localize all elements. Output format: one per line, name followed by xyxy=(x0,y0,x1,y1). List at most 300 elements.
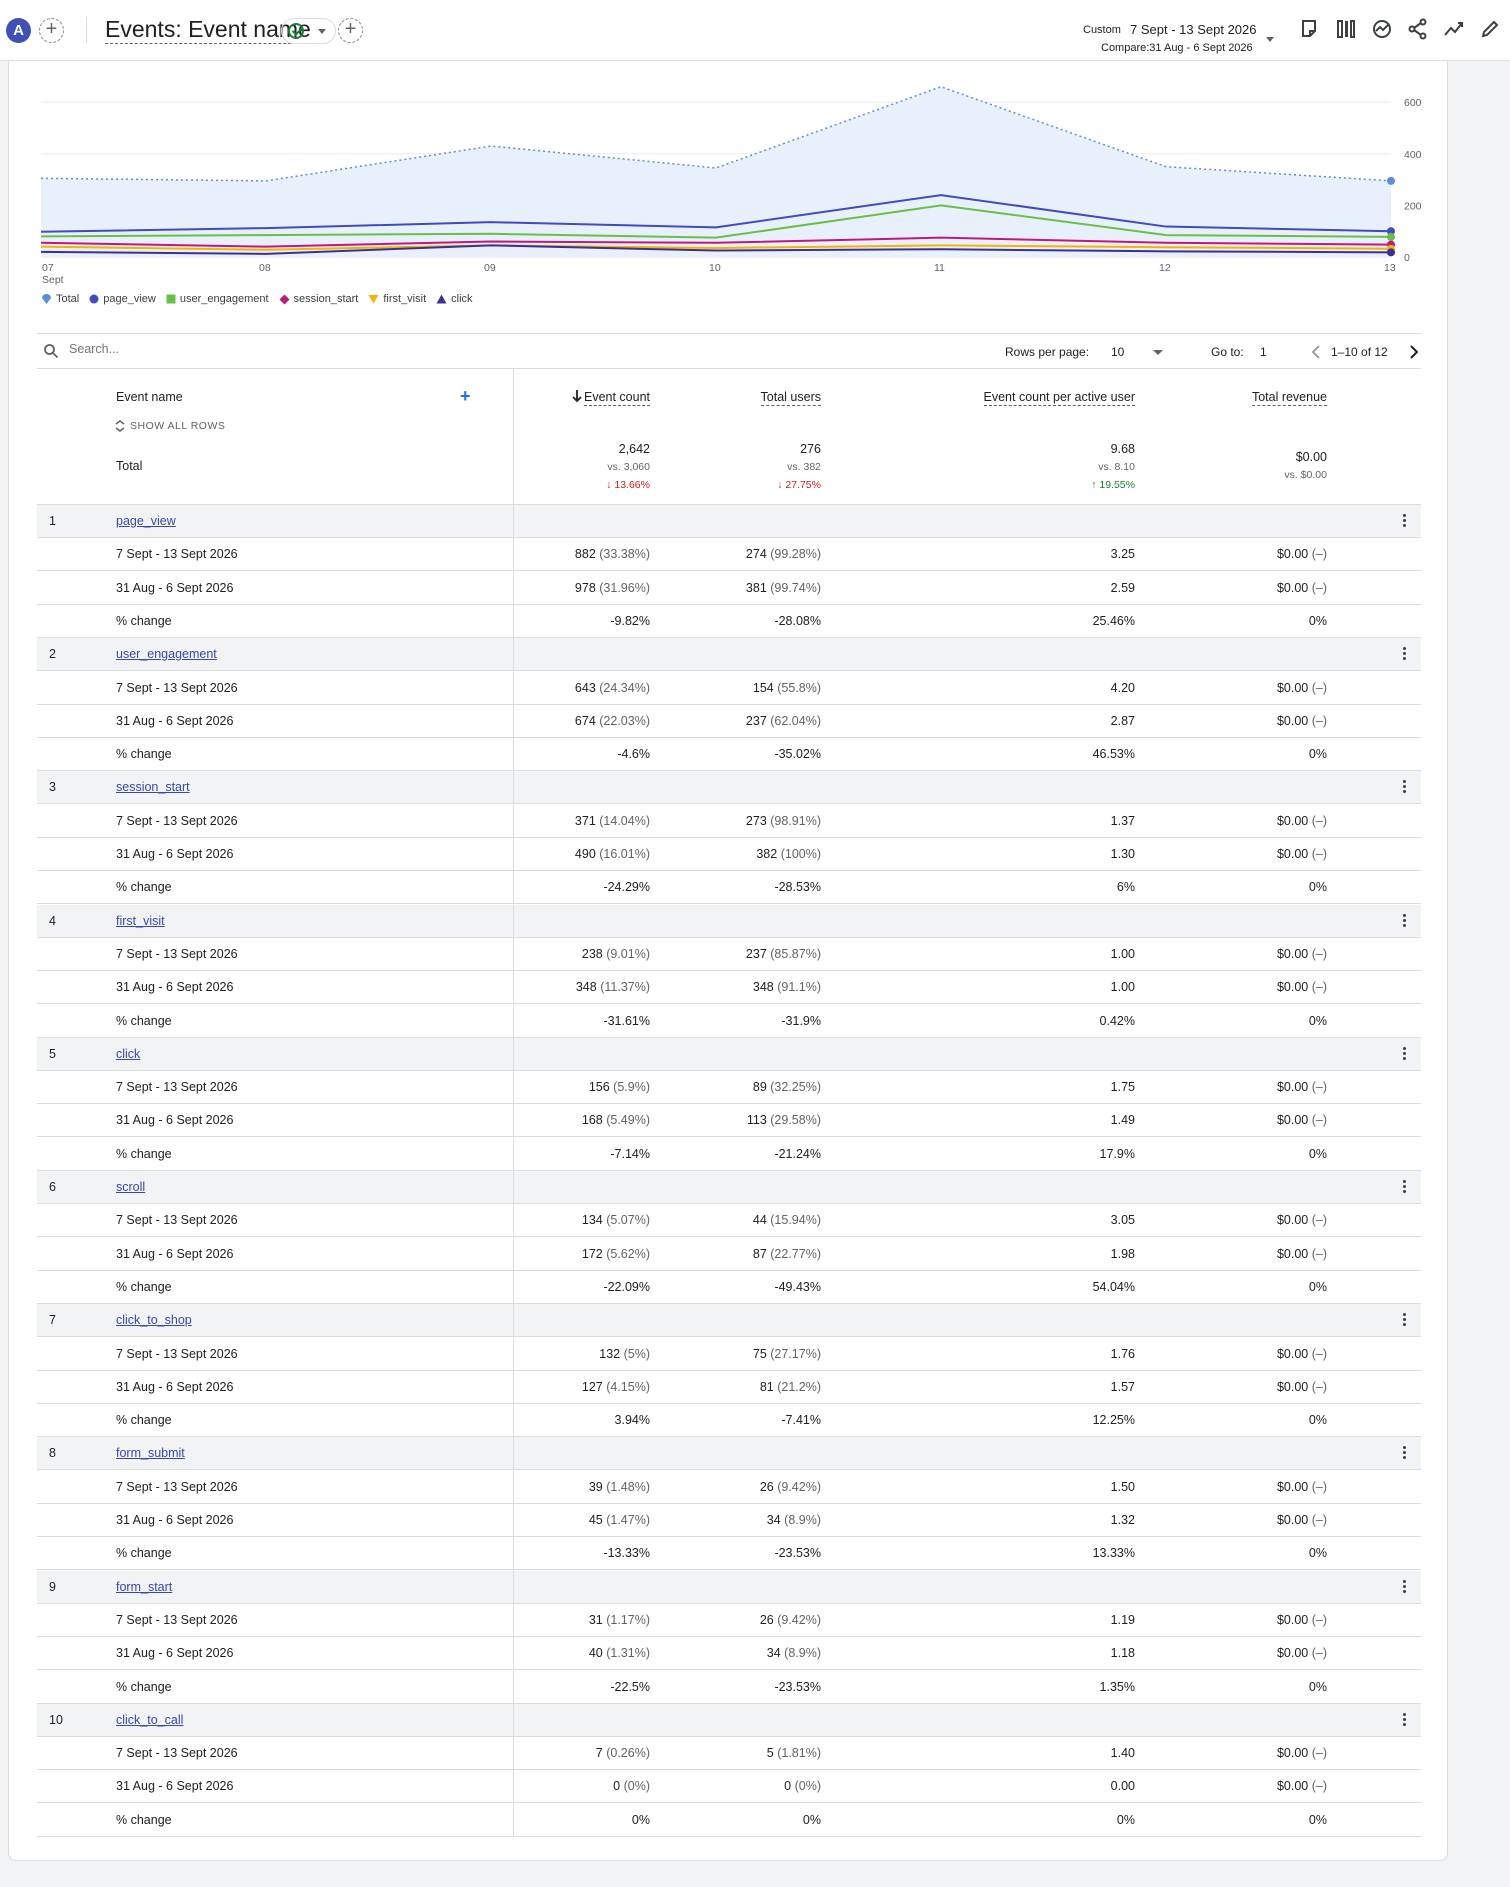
event-count-cell: 7 (0.26%) xyxy=(595,1746,650,1761)
table-toolbar xyxy=(37,333,1421,369)
more-vert-icon[interactable] xyxy=(1403,913,1407,929)
show-all-rows-label: SHOW ALL ROWS xyxy=(130,420,226,432)
table-row xyxy=(37,1671,1421,1704)
per-user-cell: 1.76 xyxy=(1110,1346,1135,1361)
table-row xyxy=(37,1770,1421,1803)
revenue-cell: $0.00 (–) xyxy=(1276,1646,1327,1661)
per-user-cell: 3.25 xyxy=(1110,547,1135,562)
column-divider xyxy=(513,1671,514,1703)
show-all-rows-button[interactable] xyxy=(115,420,225,432)
row-index: 1 xyxy=(49,514,56,528)
y-tick-label: 0 xyxy=(1404,252,1410,264)
report-status-dropdown[interactable] xyxy=(281,18,336,44)
chevron-down-icon[interactable] xyxy=(1153,350,1163,355)
total-users-cell: 81 (21.2%) xyxy=(759,1379,821,1394)
table-row xyxy=(37,1138,1421,1171)
table-row xyxy=(37,1338,1421,1371)
column-divider xyxy=(513,738,514,770)
row-index: 9 xyxy=(49,1579,56,1594)
revenue-cell: $0.00 (–) xyxy=(1276,713,1327,728)
revenue-cell: $0.00 (–) xyxy=(1276,1612,1327,1627)
total-users: 276 xyxy=(800,442,821,456)
total-per-user: 9.68 xyxy=(1110,442,1135,456)
chevron-right-icon[interactable] xyxy=(1407,344,1421,360)
total-users-cell: 113 (29.58%) xyxy=(746,1113,821,1128)
legend-drop-icon xyxy=(41,294,52,305)
legend-diamond-icon xyxy=(279,294,290,305)
per-user-cell: 0.00 xyxy=(1110,1779,1135,1794)
revenue-cell: $0.00 (–) xyxy=(1276,1080,1327,1095)
column-divider xyxy=(513,1637,514,1669)
table-row xyxy=(37,605,1421,638)
event-count-cell: 3.94% xyxy=(614,1413,650,1428)
total-users-cell: -21.24% xyxy=(774,1146,821,1161)
total-users-cell: 382 (100%) xyxy=(756,847,821,861)
total-users-vs: vs. 382 xyxy=(787,461,821,473)
col-event-count-per-user[interactable]: Event count per active user xyxy=(983,390,1135,404)
total-users-cell: 34 (8.9%) xyxy=(766,1513,821,1527)
table-row-group[interactable] xyxy=(37,771,1421,804)
legend-item[interactable] xyxy=(436,293,472,305)
event-name-link[interactable]: session_start xyxy=(116,780,190,795)
total-users-cell: 26 (9.42%) xyxy=(759,1479,821,1494)
column-divider xyxy=(513,905,514,937)
revenue-cell: $0.00 (–) xyxy=(1276,547,1327,562)
event-count-cell: 490 (16.01%) xyxy=(574,847,650,861)
date-range-label: 31 Aug - 6 Sept 2026 xyxy=(116,1246,234,1261)
event-count-cell: 134 (5.07%) xyxy=(581,1213,650,1228)
event-name-link[interactable]: form_start xyxy=(116,1579,173,1594)
y-tick-label: 200 xyxy=(1404,200,1422,213)
revenue-cell: $0.00 (–) xyxy=(1276,1213,1327,1228)
legend-label: page_view xyxy=(103,293,156,305)
date-range-label: 7 Sept - 13 Sept 2026 xyxy=(116,813,238,828)
date-range-label: % change xyxy=(116,1013,172,1028)
table-row xyxy=(37,838,1421,871)
revenue-cell: 0% xyxy=(1308,880,1327,895)
table-row xyxy=(37,1504,1421,1537)
total-users-cell: 34 (8.9%) xyxy=(766,1646,821,1661)
event-count-cell: 643 (24.34%) xyxy=(574,680,650,695)
total-users-cell: 89 (32.25%) xyxy=(752,1080,821,1095)
legend-square-icon xyxy=(166,294,176,304)
event-name-link[interactable]: click_to_shop xyxy=(116,1313,192,1328)
row-index: 10 xyxy=(49,1712,63,1727)
edit-icon[interactable] xyxy=(1479,18,1501,40)
total-users-cell: 154 (55.8%) xyxy=(752,680,821,695)
date-range-label: % change xyxy=(116,1679,172,1694)
row-index: 2 xyxy=(49,647,56,662)
search-input[interactable] xyxy=(69,342,369,356)
chevron-left-icon[interactable] xyxy=(1309,344,1323,360)
event-count-cell: 978 (31.96%) xyxy=(574,580,650,595)
revenue-cell: $0.00 (–) xyxy=(1276,1513,1327,1527)
column-divider xyxy=(513,1371,514,1403)
table-row xyxy=(37,1371,1421,1404)
event-count-cell: 45 (1.47%) xyxy=(588,1513,650,1527)
col-total-users[interactable]: Total users xyxy=(760,390,821,404)
total-users-cell: 381 (99.74%) xyxy=(745,580,821,595)
page-title[interactable]: Events: Event name xyxy=(105,16,311,42)
divider xyxy=(86,17,87,43)
date-range[interactable]: 7 Sept - 13 Sept 2026 xyxy=(1130,22,1257,37)
event-count-cell: 0 (0%) xyxy=(613,1779,650,1794)
total-event-count: 2,642 xyxy=(618,442,650,456)
goto-label: Go to: xyxy=(1211,345,1244,359)
more-vert-icon[interactable] xyxy=(1403,1579,1407,1595)
column-divider xyxy=(513,1537,514,1569)
total-users-cell: 273 (98.91%) xyxy=(745,813,821,828)
legend-item[interactable] xyxy=(166,293,269,305)
more-vert-icon[interactable] xyxy=(1403,646,1407,662)
per-user-cell: 2.87 xyxy=(1110,713,1135,728)
more-vert-icon[interactable] xyxy=(1403,1179,1407,1195)
event-name-link[interactable]: first_visit xyxy=(116,913,165,928)
date-range-label: 31 Aug - 6 Sept 2026 xyxy=(116,980,234,995)
line-chart xyxy=(9,61,1449,291)
table-row xyxy=(37,1204,1421,1237)
more-vert-icon[interactable] xyxy=(1403,1712,1407,1728)
date-range-chevron-icon[interactable] xyxy=(1266,37,1274,42)
date-range-label: 7 Sept - 13 Sept 2026 xyxy=(116,1080,238,1095)
table-row xyxy=(37,805,1421,838)
event-count-cell: 172 (5.62%) xyxy=(581,1246,650,1261)
column-divider xyxy=(513,1571,514,1603)
date-range-label: 31 Aug - 6 Sept 2026 xyxy=(116,1513,234,1527)
per-user-cell: 3.05 xyxy=(1110,1213,1135,1228)
per-user-cell: 0.42% xyxy=(1099,1013,1135,1028)
event-count-cell: 0% xyxy=(631,1812,650,1827)
column-divider xyxy=(513,838,514,870)
per-user-cell: 1.57 xyxy=(1110,1379,1135,1394)
total-users-cell: -49.43% xyxy=(774,1279,821,1294)
event-count-cell: 40 (1.31%) xyxy=(588,1646,650,1661)
table-row-group[interactable] xyxy=(37,905,1421,938)
series-line-total xyxy=(41,87,1391,181)
table-row xyxy=(37,538,1421,571)
total-users-cell: 0 (0%) xyxy=(784,1779,821,1794)
table-row xyxy=(37,1104,1421,1137)
column-divider xyxy=(513,1238,514,1270)
column-divider xyxy=(513,1038,514,1070)
row-index: 7 xyxy=(49,1313,56,1328)
trend-icon[interactable] xyxy=(1443,18,1465,40)
series-area-total xyxy=(41,87,1391,257)
column-divider xyxy=(513,1770,514,1802)
date-range-label: 31 Aug - 6 Sept 2026 xyxy=(116,1646,234,1661)
compare-range[interactable]: Compare:31 Aug - 6 Sept 2026 xyxy=(1101,42,1253,54)
date-range-label: % change xyxy=(116,1279,172,1294)
x-tick-label: 12 xyxy=(1159,262,1171,274)
total-users-cell: 44 (15.94%) xyxy=(752,1213,821,1228)
report-header xyxy=(0,0,1510,61)
event-count-cell: 156 (5.9%) xyxy=(588,1080,650,1095)
column-divider xyxy=(513,672,514,704)
chart-legend xyxy=(41,293,473,305)
revenue-cell: $0.00 (–) xyxy=(1276,946,1327,961)
column-divider xyxy=(513,369,514,505)
event-count-cell: 238 (9.01%) xyxy=(581,946,650,961)
event-name-link[interactable]: click_to_call xyxy=(116,1712,184,1727)
row-index: 4 xyxy=(49,913,56,928)
column-divider xyxy=(513,871,514,903)
total-event-count-change: ↓ 13.66% xyxy=(606,479,650,491)
legend-label: user_engagement xyxy=(179,293,269,305)
event-count-cell: 127 (4.15%) xyxy=(581,1379,650,1394)
revenue-cell: 0% xyxy=(1308,1146,1327,1161)
table-row xyxy=(37,1404,1421,1437)
date-range-label: 31 Aug - 6 Sept 2026 xyxy=(116,1779,234,1794)
table-row-group[interactable] xyxy=(37,638,1421,671)
total-revenue-vs: vs. $0.00 xyxy=(1284,469,1327,481)
more-vert-icon[interactable] xyxy=(1403,1312,1407,1328)
date-range-label: 7 Sept - 13 Sept 2026 xyxy=(116,1746,238,1761)
x-tick-label: 08 xyxy=(259,262,271,274)
column-divider xyxy=(513,971,514,1003)
avatar[interactable]: A xyxy=(6,18,31,43)
legend-label: Total xyxy=(56,293,80,305)
table-row xyxy=(37,1637,1421,1670)
per-user-cell: 1.35% xyxy=(1099,1679,1135,1694)
per-user-cell: 13.33% xyxy=(1092,1546,1135,1561)
event-count-cell: 882 (33.38%) xyxy=(574,547,650,562)
column-divider xyxy=(513,1404,514,1436)
event-name-link[interactable]: scroll xyxy=(116,1180,146,1194)
more-vert-icon[interactable] xyxy=(1403,513,1407,529)
x-tick-label: 11 xyxy=(934,262,945,274)
table-row-group[interactable] xyxy=(37,1038,1421,1071)
x-tick-label: 07 xyxy=(42,262,54,274)
row-index: 8 xyxy=(49,1446,56,1461)
report-card xyxy=(8,61,1448,1861)
revenue-cell: $0.00 (–) xyxy=(1276,680,1327,695)
legend-item[interactable] xyxy=(279,293,359,305)
event-count-cell: 168 (5.49%) xyxy=(581,1113,650,1128)
revenue-cell: $0.00 (–) xyxy=(1276,1479,1327,1494)
date-range-label: % change xyxy=(116,1546,172,1561)
legend-circle-icon xyxy=(89,294,99,304)
total-users-cell: 26 (9.42%) xyxy=(759,1612,821,1627)
date-range-label: 31 Aug - 6 Sept 2026 xyxy=(116,1113,234,1128)
y-tick-label: 400 xyxy=(1404,148,1422,161)
column-divider xyxy=(513,705,514,737)
column-divider xyxy=(513,771,514,803)
revenue-cell: $0.00 (–) xyxy=(1276,1346,1327,1361)
revenue-cell: $0.00 (–) xyxy=(1276,980,1327,995)
search-icon xyxy=(43,343,59,359)
add-filter-button[interactable]: + xyxy=(338,18,363,43)
per-user-cell: 1.49 xyxy=(1110,1113,1135,1128)
revenue-cell: 0% xyxy=(1308,1279,1327,1294)
event-count-cell: -24.29% xyxy=(603,880,650,895)
revenue-cell: $0.00 (–) xyxy=(1276,580,1327,595)
per-user-cell: 54.04% xyxy=(1092,1279,1135,1294)
date-range-label: 7 Sept - 13 Sept 2026 xyxy=(116,1479,238,1494)
total-users-cell: -23.53% xyxy=(774,1679,821,1694)
table-header xyxy=(37,369,1421,505)
col-total-revenue[interactable]: Total revenue xyxy=(1251,390,1327,404)
table-row-group[interactable] xyxy=(37,1571,1421,1604)
column-divider xyxy=(513,1704,514,1736)
table-row-group[interactable] xyxy=(37,1304,1421,1337)
date-range-label: % change xyxy=(116,1413,172,1428)
series-endpoint xyxy=(1387,177,1395,185)
expand-icon xyxy=(115,420,125,432)
per-user-cell: 1.00 xyxy=(1110,980,1135,995)
date-range-label: 31 Aug - 6 Sept 2026 xyxy=(116,1379,234,1394)
column-divider xyxy=(513,1804,514,1836)
total-users-cell: 87 (22.77%) xyxy=(752,1246,821,1261)
table-row xyxy=(37,1471,1421,1504)
date-range-label: 31 Aug - 6 Sept 2026 xyxy=(116,713,234,728)
column-divider xyxy=(513,1071,514,1103)
more-vert-icon[interactable] xyxy=(1403,779,1407,795)
table-row xyxy=(37,971,1421,1004)
revenue-cell: $0.00 (–) xyxy=(1276,847,1327,861)
add-comparison-button[interactable]: + xyxy=(39,18,64,43)
per-user-cell: 1.37 xyxy=(1110,813,1135,828)
event-name-link[interactable]: form_submit xyxy=(116,1446,185,1461)
revenue-cell: 0% xyxy=(1308,1679,1327,1694)
per-user-cell: 1.19 xyxy=(1110,1612,1135,1627)
series-endpoint xyxy=(1387,233,1395,241)
table-row-group[interactable] xyxy=(37,1171,1421,1204)
date-custom-label[interactable]: Custom xyxy=(1083,24,1121,36)
x-tick-sublabel: Sept xyxy=(42,274,64,286)
per-user-cell: 4.20 xyxy=(1110,680,1135,695)
event-count-cell: -13.33% xyxy=(603,1546,650,1561)
event-name-link[interactable]: page_view xyxy=(116,514,176,528)
event-count-cell: -9.82% xyxy=(610,613,650,628)
page-range: 1–10 of 12 xyxy=(1331,345,1388,359)
table-row-group[interactable] xyxy=(37,505,1421,538)
table-row xyxy=(37,1804,1421,1837)
event-count-cell: -22.09% xyxy=(603,1279,650,1294)
column-divider xyxy=(513,805,514,837)
add-dimension-button[interactable]: + xyxy=(460,386,471,406)
table-row xyxy=(37,705,1421,738)
event-name-link[interactable]: user_engagement xyxy=(116,647,217,662)
add-comparison-icon[interactable] xyxy=(1299,18,1321,40)
col-event-count[interactable]: Event count xyxy=(583,390,650,404)
date-range-label: 7 Sept - 13 Sept 2026 xyxy=(116,946,238,961)
revenue-cell: $0.00 (–) xyxy=(1276,1779,1327,1794)
column-divider xyxy=(513,1737,514,1769)
table-row xyxy=(37,1005,1421,1038)
revenue-cell: 0% xyxy=(1308,1413,1327,1428)
total-users-cell: -28.53% xyxy=(774,880,821,895)
revenue-cell: $0.00 (–) xyxy=(1276,1246,1327,1261)
column-divider xyxy=(513,1437,514,1469)
column-divider xyxy=(513,572,514,604)
total-label: Total xyxy=(116,459,143,473)
event-count-cell: 31 (1.17%) xyxy=(588,1612,650,1627)
event-count-cell: -22.5% xyxy=(610,1679,650,1694)
total-users-change: ↓ 27.75% xyxy=(777,479,821,491)
customize-report-icon[interactable] xyxy=(1335,18,1357,40)
table-row-group[interactable] xyxy=(37,1437,1421,1470)
total-per-user-change: ↑ 19.55% xyxy=(1091,479,1135,491)
total-users-cell: 5 (1.81%) xyxy=(766,1746,821,1761)
row-index: 6 xyxy=(49,1180,56,1194)
share-icon[interactable] xyxy=(1407,18,1429,40)
per-user-cell: 46.53% xyxy=(1092,747,1135,762)
column-divider xyxy=(513,605,514,637)
column-divider xyxy=(513,1338,514,1370)
total-users-cell: -23.53% xyxy=(774,1546,821,1561)
total-users-cell: -31.9% xyxy=(781,1013,821,1028)
date-range-label: % change xyxy=(116,613,172,628)
insights-icon[interactable] xyxy=(1371,18,1393,40)
column-divider xyxy=(513,1138,514,1170)
total-revenue: $0.00 xyxy=(1295,450,1327,464)
rows-per-page-label: Rows per page: xyxy=(1005,345,1090,359)
total-users-cell: -28.08% xyxy=(774,613,821,628)
date-range-label: 31 Aug - 6 Sept 2026 xyxy=(116,580,234,595)
per-user-cell: 0% xyxy=(1116,1812,1135,1827)
sort-down-icon[interactable] xyxy=(572,389,582,403)
row-index: 5 xyxy=(49,1046,56,1061)
dimension-header[interactable]: Event name xyxy=(116,390,183,404)
per-user-cell: 1.00 xyxy=(1110,946,1135,961)
total-users-cell: -7.41% xyxy=(781,1413,821,1428)
date-range-label: % change xyxy=(116,1146,172,1161)
chevron-down-icon xyxy=(318,29,326,34)
table-row-group[interactable] xyxy=(37,1704,1421,1737)
event-count-cell: -7.14% xyxy=(610,1146,650,1161)
column-divider xyxy=(513,638,514,670)
event-count-cell: -4.6% xyxy=(617,747,650,762)
revenue-cell: $0.00 (–) xyxy=(1276,813,1327,828)
more-vert-icon[interactable] xyxy=(1403,1445,1407,1461)
legend-item[interactable] xyxy=(89,293,156,305)
revenue-cell: $0.00 (–) xyxy=(1276,1379,1327,1394)
date-range-label: 7 Sept - 13 Sept 2026 xyxy=(116,1346,238,1361)
per-user-cell: 1.98 xyxy=(1110,1246,1135,1261)
series-endpoint xyxy=(1387,248,1395,256)
column-divider xyxy=(513,1304,514,1336)
date-range-label: % change xyxy=(116,1812,172,1827)
table-row xyxy=(37,1537,1421,1570)
goto-input[interactable]: 1 xyxy=(1260,345,1267,359)
event-count-cell: 348 (11.37%) xyxy=(575,980,650,995)
total-users-cell: 75 (27.17%) xyxy=(752,1346,821,1361)
column-divider xyxy=(513,538,514,570)
per-user-cell: 1.75 xyxy=(1110,1080,1135,1095)
date-range-label: % change xyxy=(116,880,172,895)
legend-item[interactable] xyxy=(41,293,79,305)
rows-per-page-select[interactable]: 10 xyxy=(1111,345,1125,359)
event-name-link[interactable]: click xyxy=(116,1046,141,1061)
legend-label: click xyxy=(451,293,473,305)
more-vert-icon[interactable] xyxy=(1403,1046,1407,1062)
legend-triangle-down-icon xyxy=(368,294,379,304)
per-user-cell: 12.25% xyxy=(1092,1413,1135,1428)
per-user-cell: 1.40 xyxy=(1110,1746,1135,1761)
legend-item[interactable] xyxy=(368,293,426,305)
column-divider xyxy=(513,1471,514,1503)
table-row xyxy=(37,572,1421,605)
table-row xyxy=(37,1071,1421,1104)
table-row xyxy=(37,1737,1421,1770)
row-index: 3 xyxy=(49,780,56,795)
date-range-label: 7 Sept - 13 Sept 2026 xyxy=(116,1612,238,1627)
event-count-cell: 371 (14.04%) xyxy=(574,813,650,828)
total-event-count-vs: vs. 3,060 xyxy=(607,461,650,473)
revenue-cell: 0% xyxy=(1308,1812,1327,1827)
revenue-cell: 0% xyxy=(1308,1013,1327,1028)
column-divider xyxy=(513,505,514,537)
